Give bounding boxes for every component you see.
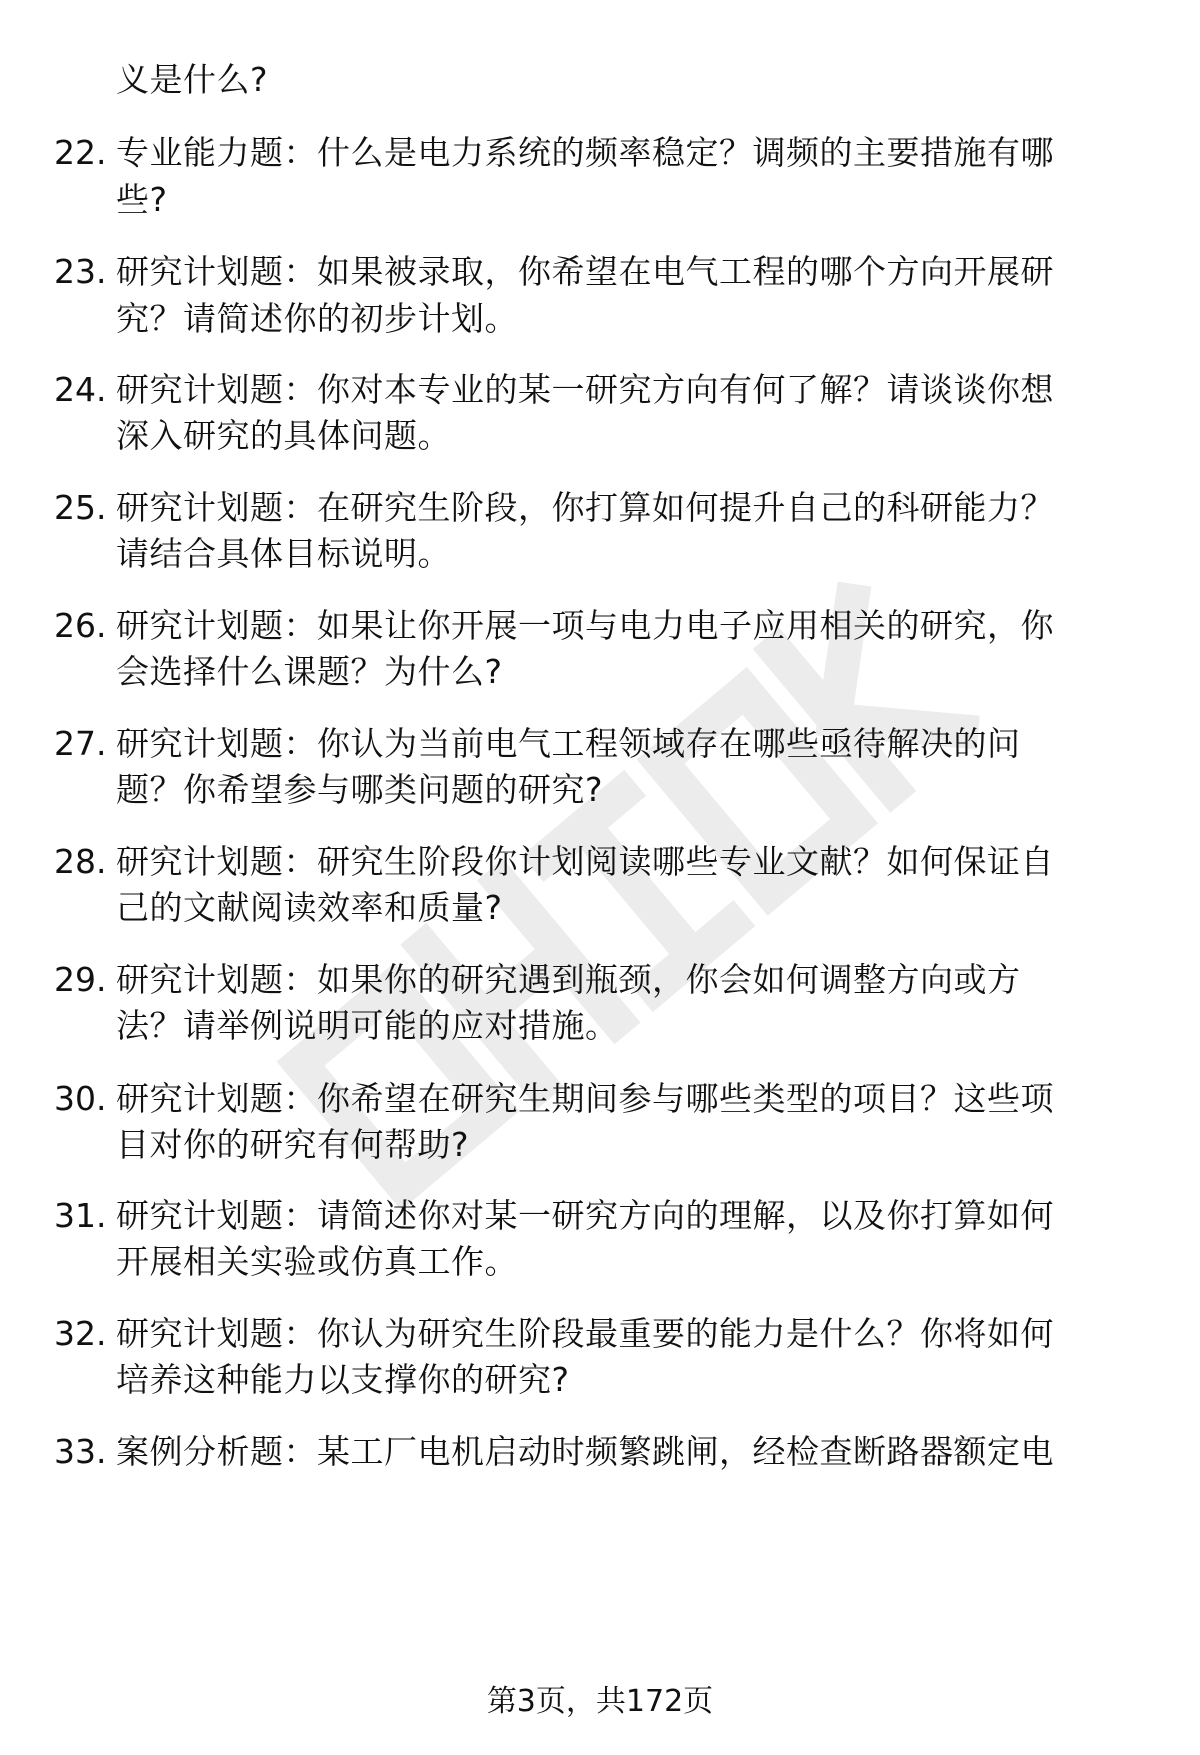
item-text-line: 研究计划题：你对本专业的某一研究方向有何了解？请谈谈你想 xyxy=(116,370,1054,409)
item-number: 32. xyxy=(54,1314,107,1353)
item-number: 33. xyxy=(54,1432,107,1471)
item-text-line: 专业能力题：什么是电力系统的频率稳定？调频的主要措施有哪 xyxy=(116,133,1054,172)
item-number: 28. xyxy=(54,842,107,881)
item-text-line: 法？请举例说明可能的应对措施。 xyxy=(116,1006,619,1045)
continuation-text: 义是什么? xyxy=(116,60,269,99)
item-text-line: 会选择什么课题？为什么? xyxy=(116,652,503,691)
item-number: 29. xyxy=(54,960,107,999)
item-text-line: 研究计划题：研究生阶段你计划阅读哪些专业文献？如何保证自 xyxy=(116,842,1054,881)
item-text-line: 研究计划题：你认为研究生阶段最重要的能力是什么？你将如何 xyxy=(116,1314,1054,1353)
item-number: 30. xyxy=(54,1079,107,1118)
item-text-line: 深入研究的具体问题。 xyxy=(116,416,451,455)
item-text-line: 培养这种能力以支撑你的研究? xyxy=(116,1360,570,1399)
item-text-line: 研究计划题：你认为当前电气工程领域存在哪些亟待解决的问 xyxy=(116,724,1021,763)
page-footer: 第3页，共172页 xyxy=(486,1684,714,1719)
item-number: 27. xyxy=(54,724,107,763)
item-text-line: 己的文献阅读效率和质量? xyxy=(116,888,503,927)
item-number: 31. xyxy=(54,1196,107,1235)
item-text-line: 目对你的研究有何帮助? xyxy=(116,1125,470,1164)
item-text-line: 些? xyxy=(116,180,168,219)
item-text-line: 研究计划题：如果让你开展一项与电力电子应用相关的研究，你 xyxy=(116,606,1054,645)
item-number: 22. xyxy=(54,133,107,172)
item-number: 25. xyxy=(54,488,107,527)
item-text-line: 题？你希望参与哪类问题的研究? xyxy=(116,770,604,809)
item-text-line: 请结合具体目标说明。 xyxy=(116,534,451,573)
item-text-line: 研究计划题：如果被录取，你希望在电气工程的哪个方向开展研 xyxy=(116,252,1054,291)
item-text-line: 究？请简述你的初步计划。 xyxy=(116,299,518,338)
item-text-line: 案例分析题：某工厂电机启动时频繁跳闸，经检查断路器额定电 xyxy=(116,1432,1054,1471)
item-text-line: 开展相关实验或仿真工作。 xyxy=(116,1242,518,1281)
item-number: 26. xyxy=(54,606,107,645)
item-number: 23. xyxy=(54,252,107,291)
item-number: 24. xyxy=(54,370,107,409)
item-text-line: 研究计划题：请简述你对某一研究方向的理解，以及你打算如何 xyxy=(116,1196,1054,1235)
item-text-line: 研究计划题：你希望在研究生期间参与哪些类型的项目？这些项 xyxy=(116,1079,1054,1118)
item-text-line: 研究计划题：在研究生阶段，你打算如何提升自己的科研能力？ xyxy=(116,488,1054,527)
item-text-line: 研究计划题：如果你的研究遇到瓶颈，你会如何调整方向或方 xyxy=(116,960,1021,999)
